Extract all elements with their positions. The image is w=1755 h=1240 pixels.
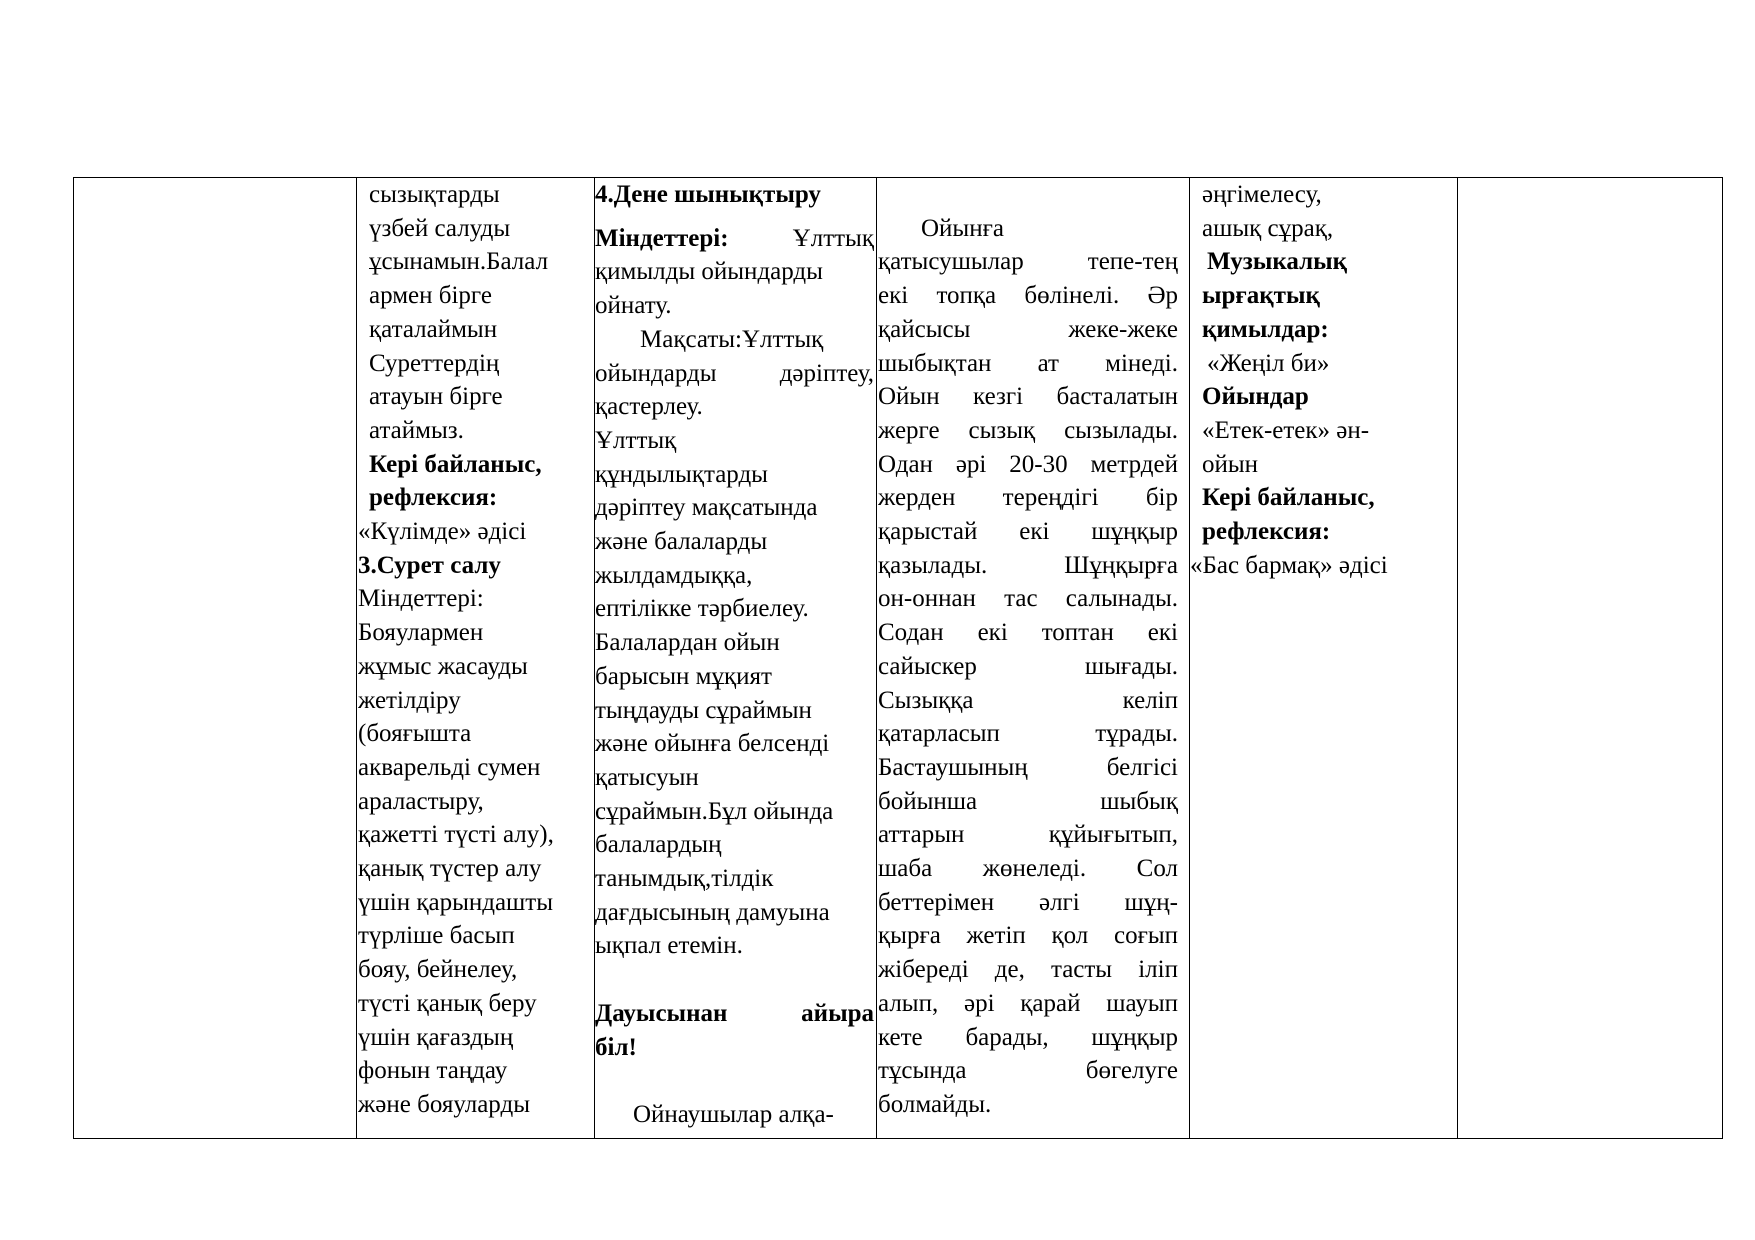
text-line: қазылады. Шұңқырға bbox=[878, 551, 1178, 579]
games-heading: Ойындар bbox=[1202, 383, 1309, 411]
text-line: армен бірге bbox=[369, 282, 492, 310]
text-line: тұсында бөгелуге bbox=[878, 1057, 1178, 1085]
pe-goal-lines bbox=[595, 390, 874, 963]
game-name: ойын bbox=[1202, 450, 1259, 478]
text-line: дәріптеу мақсатында bbox=[595, 494, 818, 522]
pe-goal-text: дәріптеу, bbox=[779, 359, 874, 387]
feedback-method: «Күлімде» әдісі bbox=[358, 518, 527, 546]
game-description-start: Ойнаушылар алқа- bbox=[633, 1100, 834, 1128]
table-cell-music bbox=[1190, 178, 1455, 1138]
table-cell-game-description bbox=[878, 178, 1178, 1138]
text-line: шыбықтан ат мінеді. bbox=[878, 349, 1178, 377]
text-line: Балалардан ойын bbox=[595, 629, 780, 657]
table-cell-physical-education bbox=[595, 178, 874, 1138]
music-heading: ырғақтық bbox=[1202, 282, 1320, 310]
text-line: ұсынамын.Балал bbox=[369, 248, 549, 276]
feedback-heading: рефлексия: bbox=[369, 484, 498, 512]
text-line: Міндеттері: bbox=[358, 585, 484, 613]
pe-tasks-line bbox=[595, 222, 874, 256]
text-line: араластыру, bbox=[358, 787, 484, 815]
text-line: аттарын құйығытып, bbox=[878, 821, 1178, 849]
table-cell-empty bbox=[1459, 178, 1722, 1138]
text-line: қанық түстер алу bbox=[358, 855, 542, 883]
text-line: шаба жөнеледі. Сол bbox=[878, 855, 1178, 883]
text-line: қаталаймын bbox=[369, 315, 498, 343]
text-line: құндылықтарды bbox=[595, 460, 768, 488]
text-line: бояу, бейнелеу, bbox=[358, 956, 518, 984]
text-line: жылдамдыққа, bbox=[595, 561, 753, 589]
text-line: және балаларды bbox=[595, 528, 768, 556]
text-line: Одан әрі 20-30 метрдей bbox=[878, 450, 1178, 478]
column-divider bbox=[356, 178, 357, 1138]
text-line: қарыстай екі шұңқыр bbox=[878, 518, 1178, 546]
text-line: тыңдауды сұраймын bbox=[595, 696, 812, 724]
text-line: дағдысының дамуына bbox=[595, 898, 830, 926]
text-line: жерден тереңдігі бір bbox=[878, 484, 1178, 512]
music-heading: Музыкалық bbox=[1207, 248, 1348, 276]
feedback-method: «Бас бармақ» әдісі bbox=[1190, 551, 1388, 579]
text-line: атауын бірге bbox=[369, 383, 503, 411]
pe-title: 4.Дене шынықтыру bbox=[595, 181, 821, 208]
game-title-part: айыра bbox=[801, 999, 874, 1027]
text-line: жетілдіру bbox=[358, 686, 461, 714]
lesson-plan-table bbox=[73, 177, 1723, 1139]
text-line: атаймыз. bbox=[369, 416, 464, 444]
feedback-heading: Кері байланыс, bbox=[369, 450, 542, 478]
text-line: ықпал етемін. bbox=[595, 932, 743, 960]
text-line: он-оннан тас салынады. bbox=[878, 585, 1178, 613]
text-line: беттерімен әлгі шұң- bbox=[878, 888, 1178, 916]
game-title-part: Дауысынан bbox=[595, 999, 728, 1027]
pe-goal-text: Мақсаты:Ұлттық bbox=[640, 325, 824, 353]
text-line: Ұлттық bbox=[595, 426, 677, 454]
text-line: сызықтарды bbox=[369, 181, 500, 208]
text-line: қайсысы жеке-жеке bbox=[878, 315, 1178, 343]
text-line: балалардың bbox=[595, 831, 722, 859]
text-line: қатысушылар тепе-тең bbox=[878, 248, 1178, 276]
game-text-line: Ойынға bbox=[921, 214, 1004, 242]
text-line: қастерлеу. bbox=[595, 393, 703, 421]
text-line: жібереді де, тасты іліп bbox=[878, 956, 1178, 984]
column-divider bbox=[1457, 178, 1458, 1138]
text-line: (бояғышта bbox=[358, 720, 472, 748]
text-line: үзбей салуды bbox=[369, 214, 511, 242]
table-cell-empty bbox=[74, 178, 356, 1138]
text-line: акварельді сумен bbox=[358, 753, 541, 781]
pe-tasks-text: қимылды ойындарды bbox=[595, 258, 823, 286]
music-text-line: ашық сұрақ, bbox=[1202, 214, 1334, 242]
text-line: кете барады, шұңқыр bbox=[878, 1023, 1178, 1051]
text-line: үшін қарындашты bbox=[358, 888, 554, 916]
pe-tasks-label: Міндеттері: bbox=[595, 224, 729, 252]
text-line: түсті қанық беру bbox=[358, 989, 537, 1017]
music-text-line: әңгімелесу, bbox=[1202, 181, 1322, 208]
text-line: фонын таңдау bbox=[358, 1057, 508, 1085]
text-line: және бояуларды bbox=[358, 1090, 530, 1118]
text-line: Ойын кезгі басталатын bbox=[878, 383, 1178, 411]
column-divider bbox=[876, 178, 877, 1138]
text-line: алып, әрі қарай шауып bbox=[878, 989, 1178, 1017]
text-line: екі топқа бөлінелі. Әр bbox=[878, 282, 1178, 310]
game-text-line: болмайды. bbox=[878, 1090, 992, 1118]
game-title-part: біл! bbox=[595, 1033, 637, 1061]
text-line: Бастаушының белгісі bbox=[878, 753, 1178, 781]
activity-text-lines bbox=[358, 178, 594, 448]
game-name: «Етек-етек» ән- bbox=[1202, 416, 1370, 444]
text-line: және ойынға белсенді bbox=[595, 730, 830, 758]
pe-tasks-text: Ұлттық bbox=[792, 224, 874, 252]
text-line: сұраймын.Бұл ойында bbox=[595, 797, 834, 825]
text-line: түрліше басып bbox=[358, 922, 515, 950]
text-line: Сызыққа келіп bbox=[878, 686, 1178, 714]
text-line: жұмыс жасауды bbox=[358, 652, 528, 680]
music-heading: қимылдар: bbox=[1202, 315, 1329, 343]
pe-tasks-text: ойнату. bbox=[595, 292, 672, 320]
text-line: ептілікке тәрбиелеу. bbox=[595, 595, 809, 623]
text-line: қатарласып тұрады. bbox=[878, 720, 1178, 748]
feedback-heading: рефлексия: bbox=[1202, 518, 1331, 546]
text-line: Содан екі топтан екі bbox=[878, 619, 1178, 647]
text-line: жерге сызық сызылады. bbox=[878, 416, 1178, 444]
text-line: сайыскер шығады. bbox=[878, 652, 1178, 680]
text-line: танымдық,тілдік bbox=[595, 865, 774, 893]
text-line: барысын мұқият bbox=[595, 662, 772, 690]
pe-goal-text: ойындарды bbox=[595, 359, 717, 387]
drawing-text-lines bbox=[358, 582, 594, 1121]
game-text-lines bbox=[878, 245, 1178, 1088]
drawing-title: 3.Сурет салу bbox=[358, 551, 501, 579]
text-line: қажетті түсті алу), bbox=[358, 821, 554, 849]
text-line: бойынша шыбық bbox=[878, 787, 1178, 815]
text-line: Бояулармен bbox=[358, 619, 484, 647]
feedback-heading: Кері байланыс, bbox=[1202, 484, 1375, 512]
dance-name: «Жеңіл би» bbox=[1207, 349, 1330, 377]
table-cell-activities bbox=[358, 178, 594, 1138]
game-title bbox=[595, 997, 874, 1031]
pe-goal-line bbox=[595, 357, 874, 391]
text-line: қырға жетіп қол соғып bbox=[878, 922, 1178, 950]
text-line: үшін қағаздың bbox=[358, 1023, 514, 1051]
text-line: қатысуын bbox=[595, 763, 699, 791]
text-line: Суреттердің bbox=[369, 349, 500, 377]
